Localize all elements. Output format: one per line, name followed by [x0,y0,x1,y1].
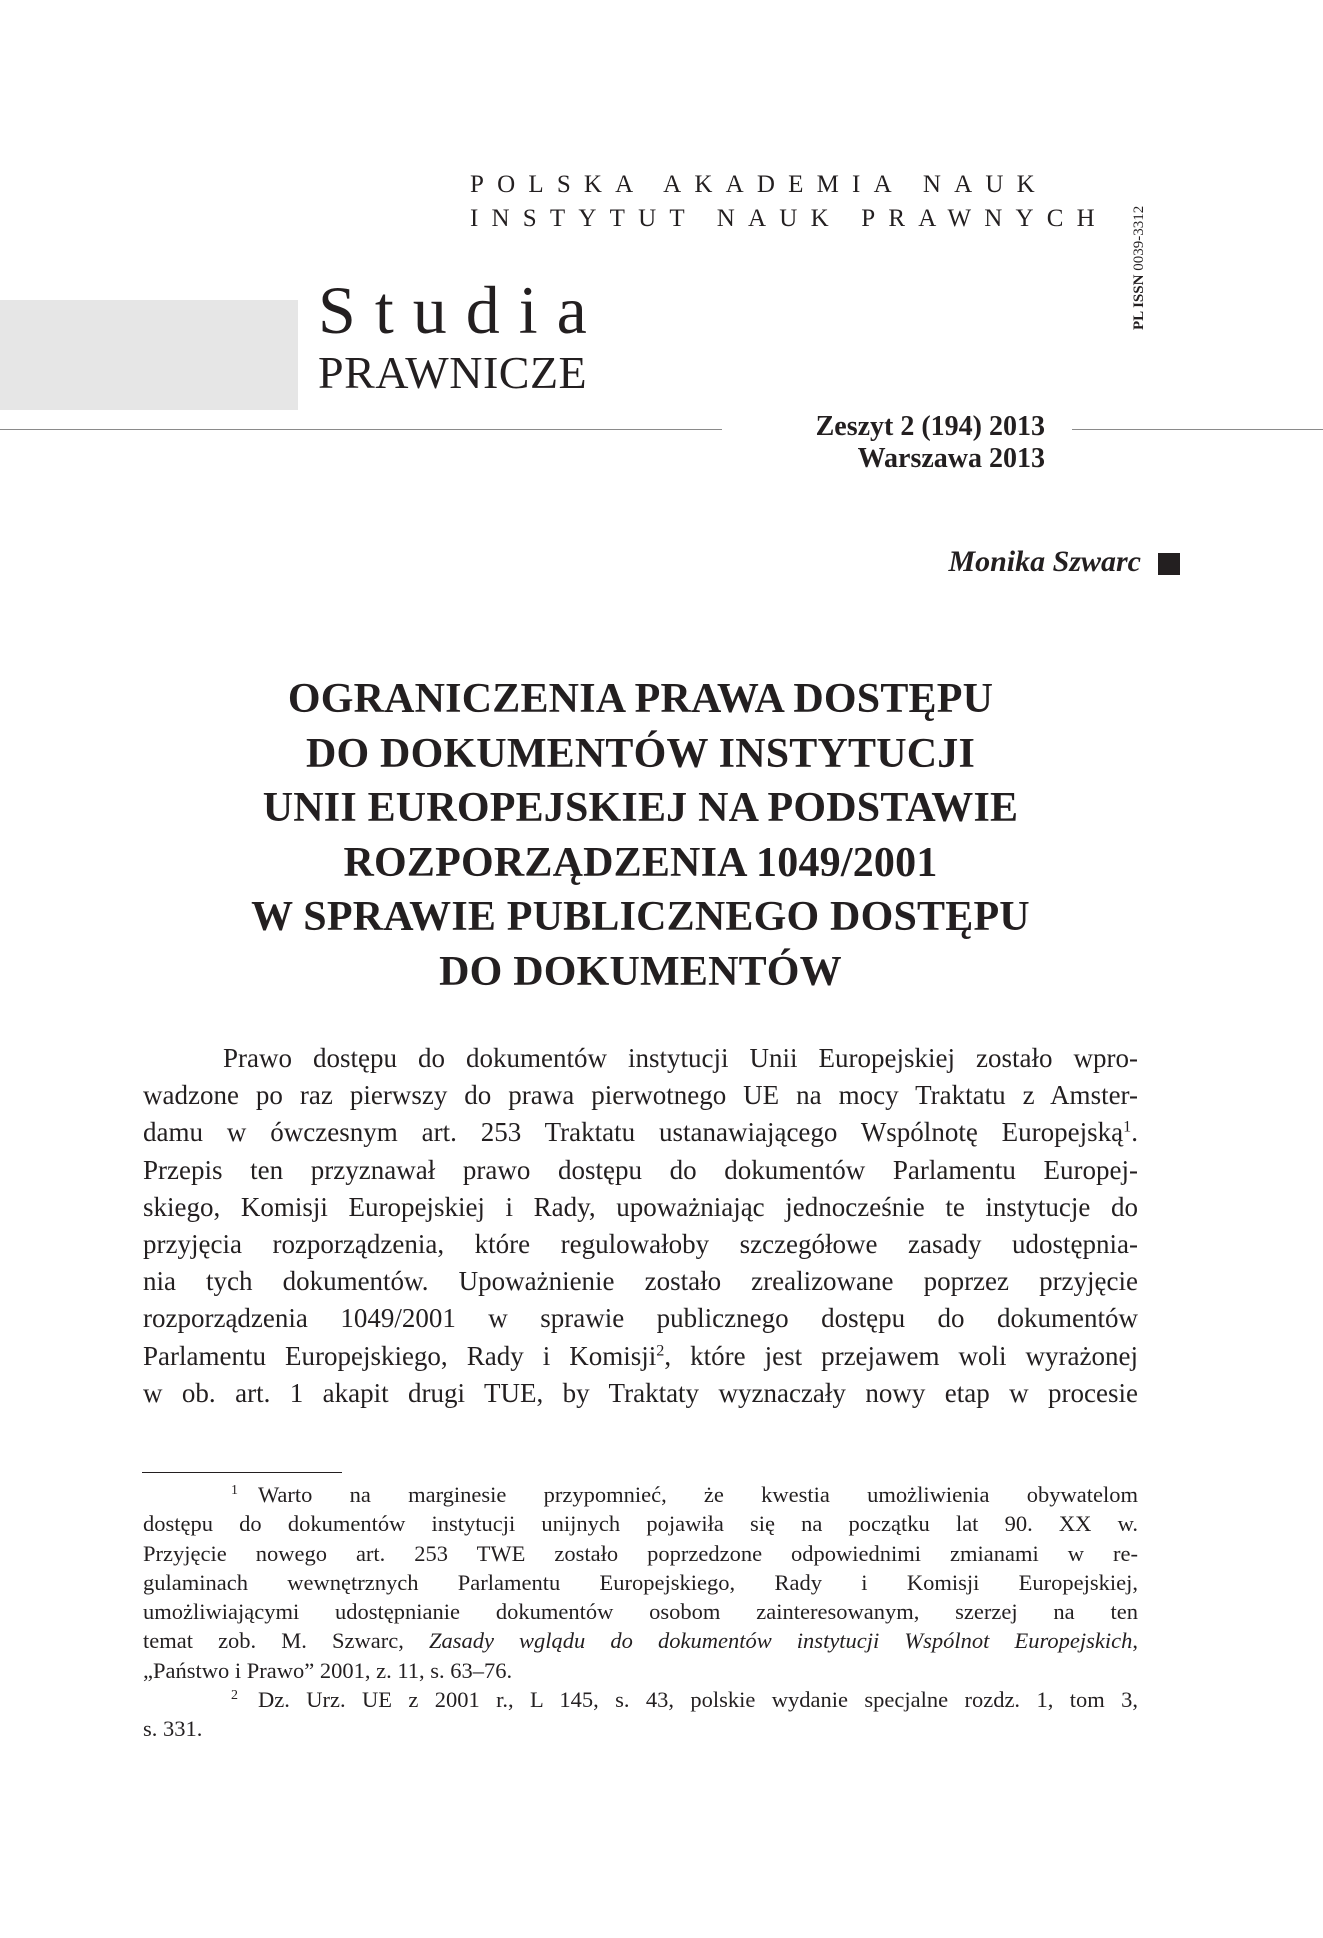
title-line: UNII EUROPEJSKIEJ NA PODSTAWIE [262,785,1019,831]
journal-subtitle: PRAWNICZE [318,347,588,398]
journal-title: Studia [318,272,606,348]
issue-number: Zeszyt 2 (194) 2013 [815,411,1045,442]
body-text: Przepis ten przyznawał prawo dostępu do dokumentów Parlamentu Europej- [143,1154,1138,1185]
issn-label [1132,206,1147,330]
body-text: damu w ówczesnym art. 253 Traktatu ustanawiającego Wspólnotę Europejską [143,1117,1124,1148]
footnote-text: temat zob. M. Szwarc, [143,1628,429,1654]
footnote-line [143,1597,1138,1626]
title-line: W SPRAWIE PUBLICZNEGO DOSTĘPU [251,894,1030,940]
footnote-line [143,1714,1138,1743]
footnote-separator [142,1472,342,1473]
body-line [143,1375,1138,1412]
cited-work-title: Zasady wglądu do dokumentów instytucji Wspólnot Europejskich [428,1628,1133,1654]
footnote-line [143,1626,1138,1655]
body-text: wadzone po raz pierwszy do prawa pierwotnego UE na mocy Traktatu z Amster- [143,1080,1138,1111]
title-line: DO DOKUMENTÓW [439,948,842,995]
body-line [143,1300,1138,1337]
body-text: w ob. art. 1 akapit drugi TUE, by Traktaty wyznaczały nowy etap w procesie [143,1377,1138,1408]
footnote-2 [143,1685,1138,1714]
body-line [143,1040,1138,1077]
article-body [143,1040,1138,1412]
body-line [143,1077,1138,1114]
body-text: przyjęcia rozporządzenia, które regulowałoby szczegółowe zasady udostępnia- [143,1228,1138,1259]
body-text: Prawo dostępu do dokumentów instytucji Unii Europejskiej zostało wpro- [223,1043,1138,1073]
article-author: Monika Szwarc [948,545,1141,578]
institute-name: INSTYTUT NAUK PRAWNYCH [470,205,1108,232]
issn-prefix: PL ISSN [1131,274,1147,330]
footnote-line [143,1539,1138,1568]
article-title [143,672,1138,999]
body-line [143,1226,1138,1263]
header-divider-right [1072,429,1323,430]
body-text: , które jest przejawem woli wyrażonej [664,1340,1138,1371]
body-line [143,1114,1138,1151]
footnote-text: Warto na marginesie przypomnieć, że kwestia umożliwienia obywatelom [257,1482,1138,1507]
decorative-gray-block [0,300,298,410]
footnote-1 [143,1480,1138,1509]
body-line [143,1338,1138,1375]
footnote-ref-1[interactable]: 1 [1123,1117,1132,1136]
title-line: ROZPORZĄDZENIA 1049/2001 [343,839,938,886]
footnote-text: dostępu do dokumentów instytucji unijnych pojawiła się na początku lat 90. XX w. [143,1511,1138,1537]
footnote-number: 1 [231,1483,238,1499]
institution-name: POLSKA AKADEMIA NAUK [470,171,1048,198]
title-line: OGRANICZENIA PRAWA DOSTĘPU [287,676,994,722]
footnote-line [143,1509,1138,1538]
header-divider-left [0,429,722,430]
footnote-text: Dz. Urz. UE z 2001 r., L 145, s. 43, polskie wydanie specjalne rozdz. 1, tom 3, [257,1687,1138,1713]
footnote-text: , [1132,1628,1138,1654]
body-text: nia tych dokumentów. Upoważnienie zostało zrealizowane poprzez przyjęcie [143,1266,1138,1297]
square-bullet-icon [1158,553,1180,575]
footnote-line [143,1656,1138,1685]
footnote-line [143,1568,1138,1597]
footnote-text: s. 331. [143,1716,203,1742]
body-text: Parlamentu Europejskiego, Rady i Komisji [143,1340,657,1371]
footnote-text: gulaminach wewnętrznych Parlamentu Europejskiego, Rady i Komisji Europejskiej, [143,1569,1138,1595]
body-text: . [1131,1117,1138,1148]
body-text: rozporządzenia 1049/2001 w sprawie publicznego dostępu do dokumentów [143,1303,1138,1334]
footnote-text: umożliwiającymi udostępnianie dokumentów osobom zainteresowanym, szerzej na ten [143,1599,1138,1625]
publication-place-year: Warszawa 2013 [857,443,1045,474]
footnote-text: Przyjęcie nowego art. 253 TWE zostało poprzedzone odpowiednimi zmianami w re- [143,1540,1138,1566]
issn-number: 0039-3312 [1131,205,1147,271]
footnote-ref-2[interactable]: 2 [656,1340,665,1359]
title-line: DO DOKUMENTÓW INSTYTUCJI [305,730,976,777]
body-line [143,1189,1138,1226]
body-line [143,1152,1138,1189]
body-line [143,1263,1138,1300]
footnotes [143,1480,1138,1744]
body-text: skiego, Komisji Europejskiej i Rady, upoważniając jednocześnie te instytucje do [143,1191,1138,1222]
footnote-text: „Państwo i Prawo” 2001, z. 11, s. 63–76. [143,1657,513,1683]
footnote-number: 2 [231,1688,238,1704]
